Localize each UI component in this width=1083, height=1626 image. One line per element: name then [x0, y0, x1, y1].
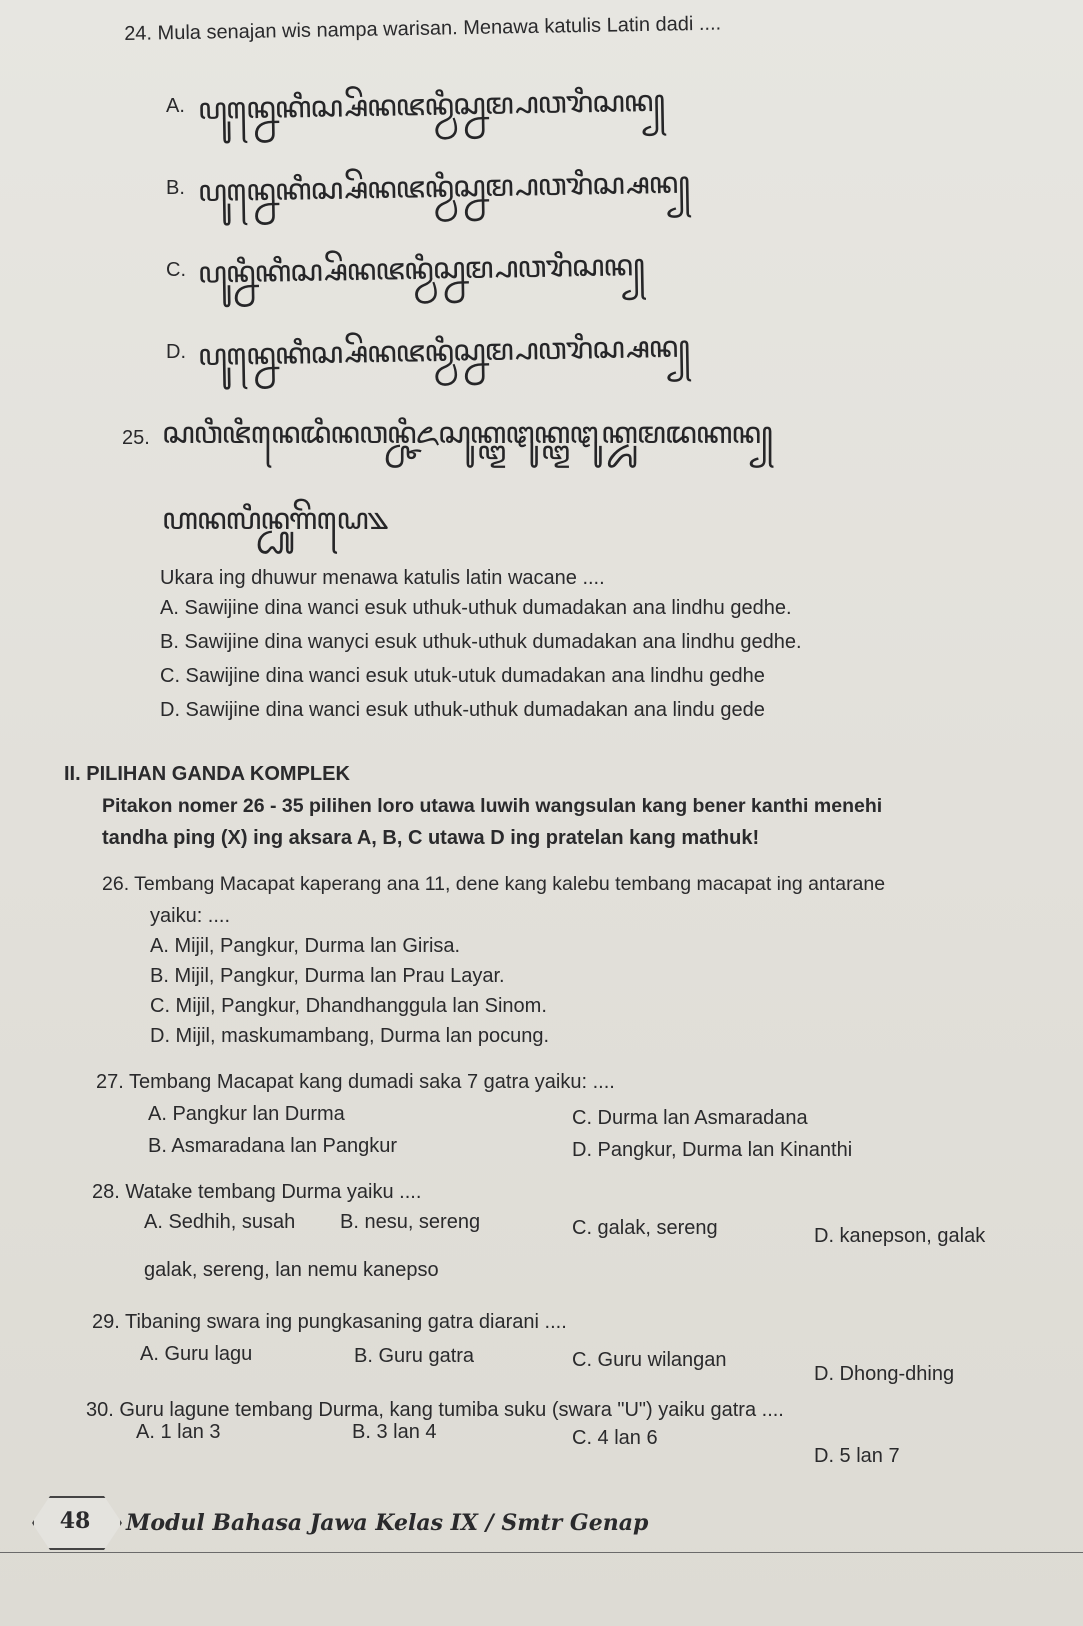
- q29-option-a: A. Guru lagu: [140, 1343, 253, 1365]
- q28-option-c: C. galak, sereng: [572, 1217, 718, 1239]
- q24-option-d-script: ꦥꦸꦤ꧀ꦤꦺꦏꦶꦱ꧀ꦱꦼꦤꦗꦤ꧀ꦮꦶꦱ꧀ꦤꦩ꧀ꦥꦮꦫꦶꦱ꧀ꦱꦤ꧀: [197, 329, 690, 374]
- q30-option-d: D. 5 lan 7: [814, 1445, 900, 1467]
- section-instruction-line1: Pitakon nomer 26 - 35 pilihen loro utawa luwih wangsulan kang bener kanthi menehi: [102, 795, 883, 817]
- q29-option-d: D. Dhong-dhing: [814, 1363, 955, 1385]
- q29-question: 29. Tibaning swara ing pungkasaning gatra diarani ....: [92, 1311, 567, 1333]
- q30-option-b: B. 3 lan 4: [352, 1421, 437, 1443]
- q28-option-b: B. nesu, sereng: [340, 1211, 481, 1233]
- q27-question: 27. Tembang Macapat kang dumadi saka 7 gatra yaiku: ....: [96, 1071, 615, 1093]
- q28-question: 28. Watake tembang Durma yaiku ....: [92, 1181, 422, 1203]
- q26-option-a: A. Mijil, Pangkur, Durma lan Girisa.: [150, 935, 461, 957]
- q27-option-b: B. Asmaradana lan Pangkur: [148, 1135, 398, 1157]
- section-instruction-line2: tandha ping (X) ing aksara A, B, C utawa D ing pratelan kang mathuk!: [102, 827, 760, 849]
- footer-rule: [0, 1552, 1083, 1553]
- q25-option-d: D. Sawijine dina wanci esuk uthuk-uthuk dumadakan ana lindu gede: [160, 699, 765, 721]
- q25-option-c: C. Sawijine dina wanci esuk utuk-utuk dumadakan ana lindhu gedhe: [160, 665, 765, 687]
- page-number: 48: [59, 1508, 91, 1534]
- q29-option-b: B. Guru gatra: [354, 1345, 475, 1367]
- q26-question-line1: 26. Tembang Macapat kaperang ana 11, dene kang kalebu tembang macapat ing antarane: [102, 873, 886, 895]
- q30-option-a: A. 1 lan 3: [136, 1421, 221, 1443]
- q29-option-c: C. Guru wilangan: [572, 1349, 727, 1371]
- q25-script-line1: ꦱꦮꦶꦗꦶꦤꦺꦢꦶꦤꦮꦤ꧀ꦕꦶꦌꦱꦸꦏ꧀ꦈꦛꦸꦏ꧀ꦈꦛꦸꦏ꧀ꦢꦸꦩꦢꦏꦤ꧀: [162, 416, 772, 451]
- q30-option-c: C. 4 lan 6: [572, 1427, 658, 1449]
- q24-option-b-script: ꦥꦸꦤ꧀ꦤꦺꦏꦶꦱ꧀ꦱꦼꦤꦗꦤ꧀ꦮꦶꦱ꧀ꦤꦩ꧀ꦥꦮꦫꦶꦱ꧀ꦱꦤ꧀: [197, 165, 690, 210]
- q24-option-a-label: A.: [166, 95, 185, 117]
- q25-option-a: A. Sawijine dina wanci esuk uthuk-uthuk dumadakan ana lindhu gedhe.: [160, 597, 792, 619]
- section-heading: II. PILIHAN GANDA KOMPLEK: [64, 763, 350, 785]
- q25-number: 25.: [122, 427, 150, 449]
- q28-option-a: A. Sedhih, susah: [144, 1211, 296, 1233]
- q26-question-line2: yaiku: ....: [150, 905, 231, 927]
- q25-script-line2: ꦲꦤꦭꦶꦤ꧀ꦝꦸꦒꦼꦝꦺ꧉: [162, 502, 388, 537]
- q24-option-c-label: C.: [166, 259, 186, 281]
- q24-question: 24. Mula senajan wis nampa warisan. Menawa katulis Latin dadi ....: [124, 12, 722, 45]
- q27-option-d: D. Pangkur, Durma lan Kinanthi: [572, 1139, 853, 1161]
- q26-option-c: C. Mijil, Pangkur, Dhandhanggula lan Sinom.: [150, 995, 547, 1017]
- q26-option-d: D. Mijil, maskumambang, Durma lan pocung.: [150, 1025, 550, 1047]
- q24-option-a-script: ꦥꦸꦤ꧀ꦤꦺꦏꦶꦱ꧀ꦱꦼꦤꦗꦤ꧀ꦮꦶꦱ꧀ꦤꦩ꧀ꦥꦮꦫꦶꦱꦤ꧀: [197, 83, 665, 128]
- q26-option-b: B. Mijil, Pangkur, Durma lan Prau Layar.: [150, 965, 505, 987]
- q24-option-d-label: D.: [166, 341, 186, 363]
- q24-option-b-label: B.: [166, 177, 185, 199]
- q27-option-c: C. Durma lan Asmaradana: [572, 1107, 808, 1129]
- q30-question: 30. Guru lagune tembang Durma, kang tumiba suku (swara "U") yaiku gatra ....: [86, 1399, 784, 1421]
- q27-option-a: A. Pangkur lan Durma: [148, 1103, 345, 1125]
- q25-option-b: B. Sawijine dina wanyci esuk uthuk-uthuk dumadakan ana lindhu gedhe.: [160, 631, 802, 653]
- q25-question: Ukara ing dhuwur menawa katulis latin wacane ....: [160, 567, 605, 589]
- q24-option-c-script: ꦥꦸꦤ꧀ꦤꦶꦏꦶꦱ꧀ꦱꦼꦤꦗꦤ꧀ꦮꦶꦱ꧀ꦤꦩ꧀ꦥꦮꦫꦶꦱꦤ꧀: [197, 248, 645, 291]
- footer-title: Modul Bahasa Jawa Kelas IX / Smtr Genap: [126, 1510, 649, 1536]
- q28-continuation: galak, sereng, lan nemu kanepso: [144, 1259, 439, 1281]
- q28-option-d: D. kanepson, galak: [814, 1225, 986, 1247]
